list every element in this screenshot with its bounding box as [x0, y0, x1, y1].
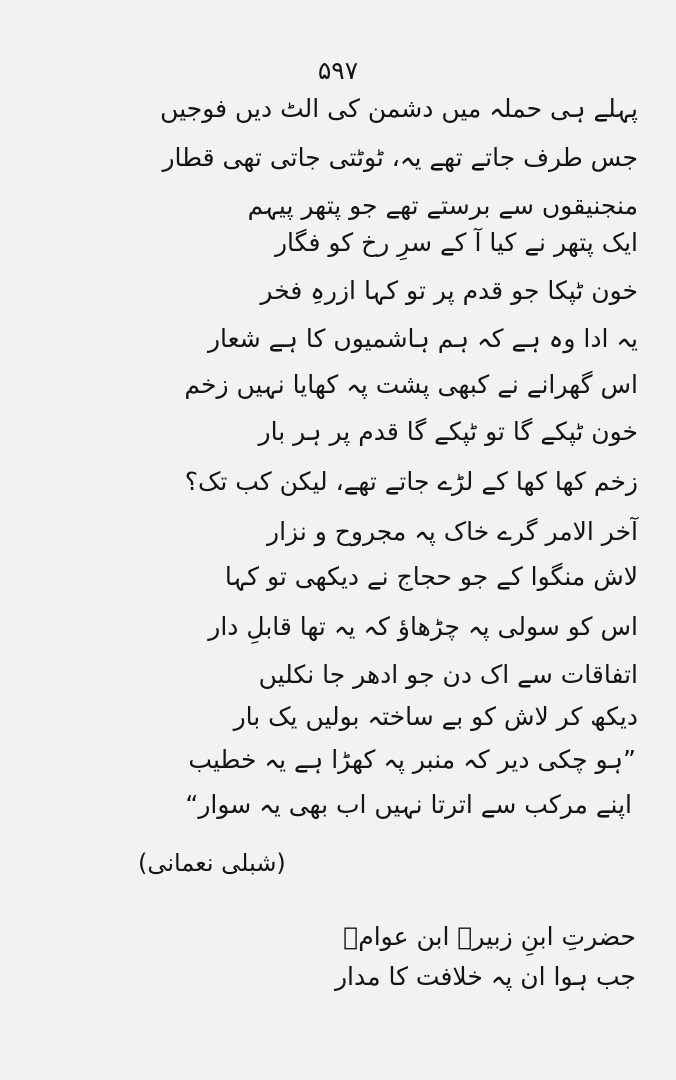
section-line: حضرتِ ابنِ زبیرؓ ابن عوامؓ: [343, 922, 636, 951]
poem-line: اس کو سولی پہ چڑھاؤ کہ یہ تھا قابلِ دار: [208, 612, 638, 641]
poem-line: آخر الامر گرے خاک پہ مجروح و نزار: [267, 517, 638, 546]
poem-line: ”ہو چکی دیر کہ منبر پہ کھڑا ہے یہ خطیب: [188, 745, 636, 774]
poem-line: اس گھرانے نے کبھی پشت پہ کھایا نہیں زخم: [184, 370, 638, 399]
poem-line: اپنے مرکب سے اترتا نہیں اب بھی یہ سوار“: [185, 790, 632, 819]
poem-line: جس طرف جاتے تھے یہ، ٹوٹتی جاتی تھی قطار: [162, 143, 638, 172]
page-number: ۵۹۷: [317, 56, 359, 85]
poem-line: اتفاقات سے اک دن جو ادھر جا نکلیں: [258, 660, 638, 689]
poem-line: زخم کھا کھا کے لڑے جاتے تھے، لیکن کب تک؟: [184, 467, 638, 496]
poem-line: لاش منگوا کے جو حجاج نے دیکھی تو کہا: [224, 562, 638, 591]
poem-line: منجنیقوں سے برستے تھے جو پتھر پیہم: [247, 191, 638, 220]
poem-line: خون ٹپکا جو قدم پر تو کہا ازرہِ فخر: [260, 276, 638, 305]
poem-line: دیکھ کر لاش کو بے ساختہ بولیں یک بار: [233, 702, 638, 731]
poet-attribution: (شبلی نعمانی): [138, 849, 286, 877]
poem-line: یہ ادا وہ ہے کہ ہم ہاشمیوں کا ہے شعار: [207, 324, 638, 353]
poem-line: خون ٹپکے گا تو ٹپکے گا قدم پر ہر بار: [258, 417, 638, 446]
section-line: جب ہوا ان پہ خلافت کا مدار: [334, 962, 636, 991]
poem-line: پہلے ہی حملہ میں دشمن کی الٹ دیں فوجیں: [160, 94, 638, 123]
poem-line: ایک پتھر نے کیا آ کے سرِ رخ کو فگار: [274, 228, 638, 257]
